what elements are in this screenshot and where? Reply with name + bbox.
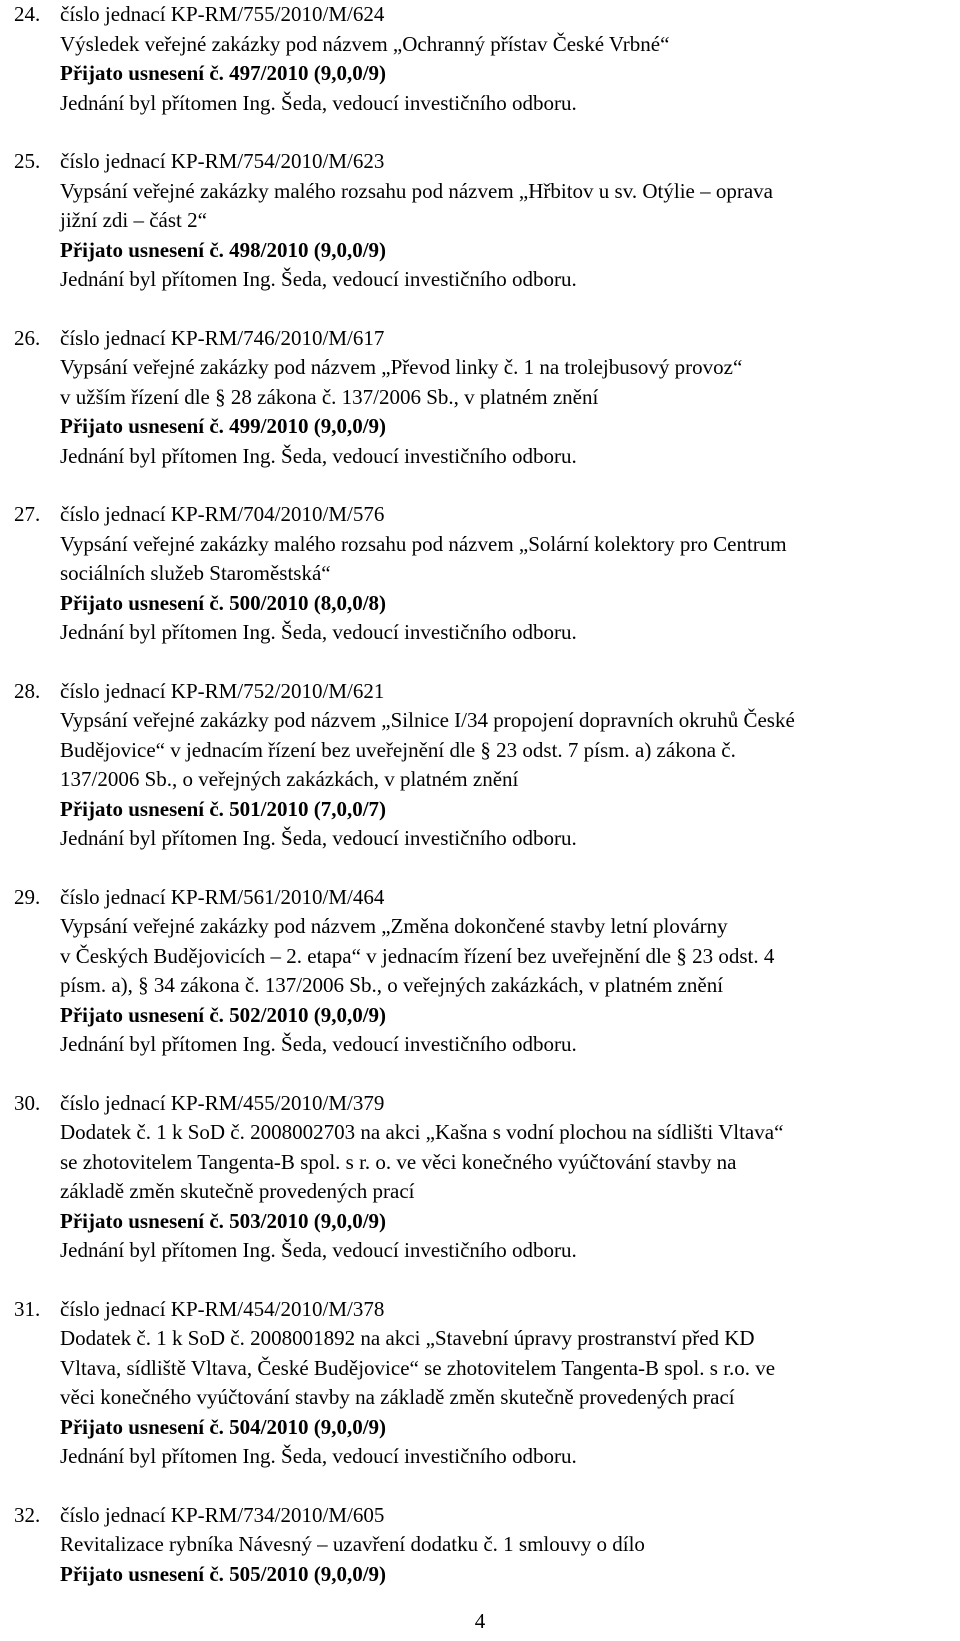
item-number: 28. (14, 678, 41, 703)
agenda-item (14, 1501, 945, 1590)
reference-number: číslo jednací KP-RM/561/2010/M/464 (60, 884, 385, 909)
item-description-line: základě změn skutečně provedených prací (60, 1179, 415, 1203)
item-number: 25. (14, 149, 41, 173)
reference-number: číslo jednací KP-RM/746/2010/M/617 (60, 325, 385, 350)
page-number: 4 (474, 1609, 486, 1633)
attendance-note: Jednání byl přítomen Ing. Šeda, vedoucí investičního odboru. (60, 443, 577, 468)
agenda-item (14, 0, 945, 118)
item-description-line: Vypsání veřejné zakázky pod názvem „Změna dokončené stavby letní plovárny (60, 914, 728, 938)
resolution-line: Přijato usnesení č. 498/2010 (9,0,0/9) (60, 237, 387, 262)
attendance-note: Jednání byl přítomen Ing. Šeda, vedoucí investičního odboru. (60, 1238, 577, 1262)
agenda-item (14, 1295, 945, 1472)
item-description-line: jižní zdi – část 2“ (60, 208, 207, 232)
reference-number: číslo jednací KP-RM/755/2010/M/624 (60, 2, 385, 26)
item-description-line: v užším řízení dle § 28 zákona č. 137/2006 Sb., v platném znění (60, 384, 599, 409)
item-description-line: sociálních služeb Staroměstská“ (60, 561, 331, 585)
agenda-item (14, 1089, 945, 1266)
resolution-line: Přijato usnesení č. 499/2010 (9,0,0/9) (60, 414, 387, 438)
attendance-note: Jednání byl přítomen Ing. Šeda, vedoucí investičního odboru. (60, 1032, 577, 1056)
item-description-line: Dodatek č. 1 k SoD č. 2008001892 na akci „Stavební úpravy prostranství před KD (60, 1326, 755, 1350)
reference-number: číslo jednací KP-RM/454/2010/M/378 (60, 1296, 385, 1321)
item-description-line: Revitalizace rybníka Návesný – uzavření dodatku č. 1 smlouvy o dílo (60, 1532, 645, 1556)
agenda-item (14, 677, 945, 854)
item-number: 27. (14, 502, 41, 526)
item-description-line: v Českých Budějovicích – 2. etapa“ v jednacím řízení bez uveřejnění dle § 23 odst. 4 (60, 943, 775, 968)
item-number: 31. (14, 1296, 41, 1321)
attendance-note: Jednání byl přítomen Ing. Šeda, vedoucí investičního odboru. (60, 267, 577, 291)
agenda-item (14, 324, 945, 472)
resolution-line: Přijato usnesení č. 497/2010 (9,0,0/9) (60, 61, 387, 85)
reference-number: číslo jednací KP-RM/754/2010/M/623 (60, 149, 385, 173)
item-description-line: Vypsání veřejné zakázky pod názvem „Převod linky č. 1 na trolejbusový provoz“ (60, 355, 743, 379)
item-number: 26. (14, 325, 41, 350)
resolution-line: Přijato usnesení č. 505/2010 (9,0,0/9) (60, 1561, 387, 1586)
agenda-item (14, 147, 945, 295)
reference-number: číslo jednací KP-RM/704/2010/M/576 (60, 502, 385, 526)
item-description-line: písm. a), § 34 zákona č. 137/2006 Sb., o veřejných zakázkách, v platném znění (60, 973, 724, 997)
resolution-line: Přijato usnesení č. 504/2010 (9,0,0/9) (60, 1414, 387, 1439)
item-description-line: Vypsání veřejné zakázky pod názvem „Silnice I/34 propojení dopravních okruhů České (60, 708, 795, 732)
reference-number: číslo jednací KP-RM/734/2010/M/605 (60, 1502, 385, 1527)
item-description-line: Vypsání veřejné zakázky malého rozsahu pod názvem „Hřbitov u sv. Otýlie – oprava (60, 178, 773, 203)
agenda-item (14, 500, 945, 648)
item-description-line: Výsledek veřejné zakázky pod názvem „Ochranný přístav České Vrbné“ (60, 31, 670, 56)
item-description-line: Budějovice“ v jednacím řízení bez uveřejnění dle § 23 odst. 7 písm. a) zákona č. (60, 737, 736, 762)
reference-number: číslo jednací KP-RM/752/2010/M/621 (60, 678, 385, 703)
attendance-note: Jednání byl přítomen Ing. Šeda, vedoucí investičního odboru. (60, 620, 577, 644)
attendance-note: Jednání byl přítomen Ing. Šeda, vedoucí investičního odboru. (60, 1444, 577, 1468)
item-description-line: Vypsání veřejné zakázky malého rozsahu pod názvem „Solární kolektory pro Centrum (60, 531, 787, 556)
attendance-note: Jednání byl přítomen Ing. Šeda, vedoucí investičního odboru. (60, 826, 577, 850)
resolution-line: Přijato usnesení č. 503/2010 (9,0,0/9) (60, 1208, 387, 1233)
agenda-list (14, 0, 945, 1618)
item-number: 24. (14, 2, 41, 26)
item-number: 32. (14, 1502, 41, 1527)
item-description-line: věci konečného vyúčtování stavby na základě změn skutečně provedených prací (60, 1385, 735, 1409)
resolution-line: Přijato usnesení č. 500/2010 (8,0,0/8) (60, 590, 387, 615)
item-description-line: Vltava, sídliště Vltava, České Budějovice“ se zhotovitelem Tangenta-B spol. s r.o. ve (60, 1355, 776, 1380)
attendance-note: Jednání byl přítomen Ing. Šeda, vedoucí investičního odboru. (60, 90, 577, 115)
agenda-item (14, 883, 945, 1060)
resolution-line: Přijato usnesení č. 501/2010 (7,0,0/7) (60, 796, 387, 821)
item-number: 29. (14, 884, 41, 909)
reference-number: číslo jednací KP-RM/455/2010/M/379 (60, 1090, 385, 1115)
resolution-line: Přijato usnesení č. 502/2010 (9,0,0/9) (60, 1002, 387, 1027)
item-description-line: Dodatek č. 1 k SoD č. 2008002703 na akci „Kašna s vodní plochou na sídlišti Vltava“ (60, 1120, 784, 1144)
item-description-line: 137/2006 Sb., o veřejných zakázkách, v platném znění (60, 767, 519, 791)
item-description-line: se zhotovitelem Tangenta-B spol. s r. o. ve věci konečného vyúčtování stavby na (60, 1149, 737, 1174)
item-number: 30. (14, 1090, 41, 1115)
